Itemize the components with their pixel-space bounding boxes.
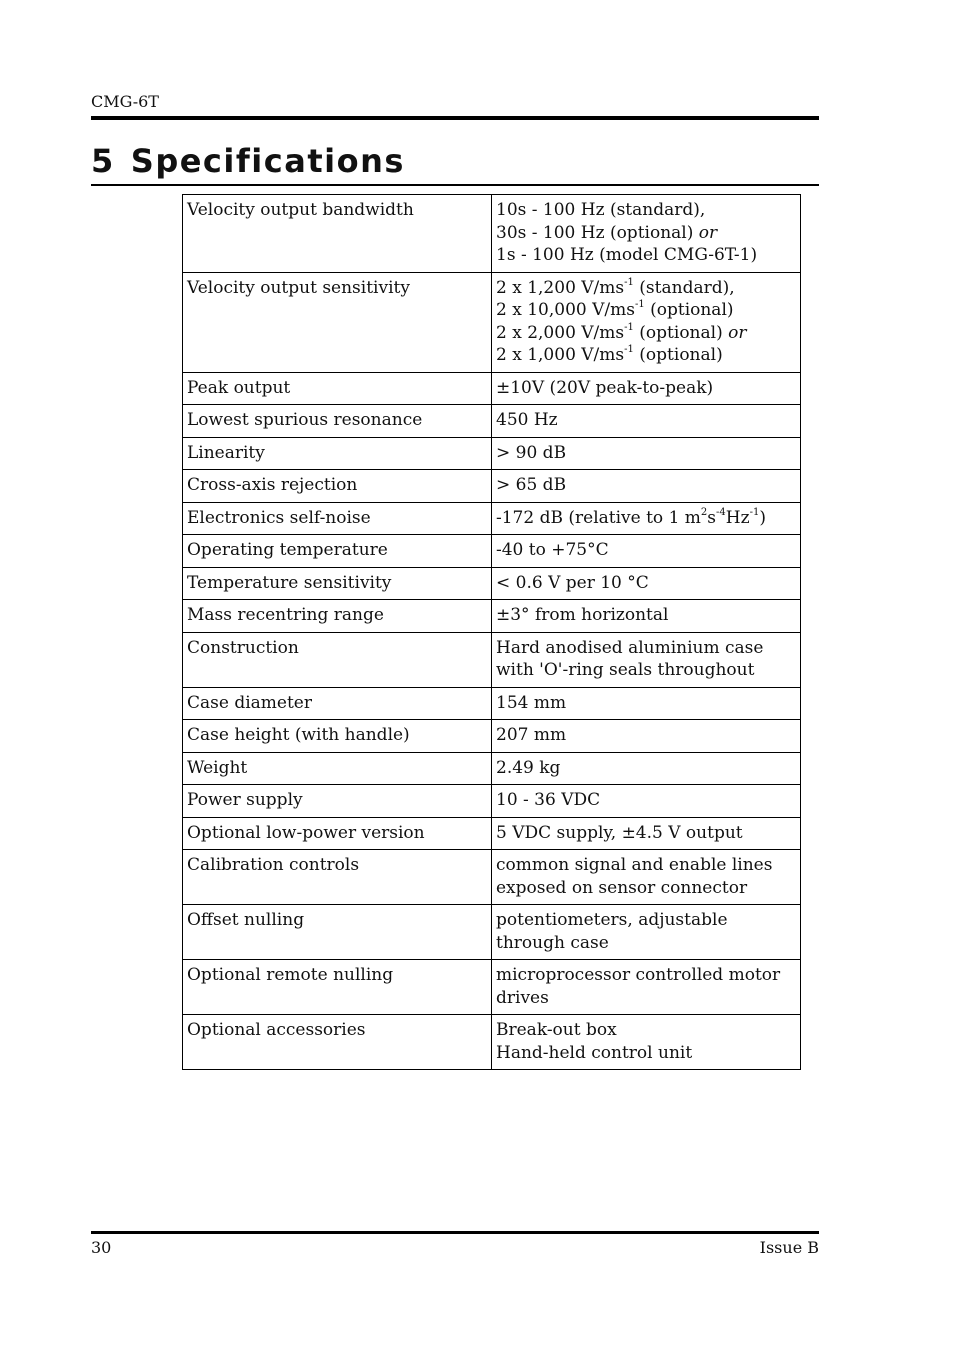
spec-value bbox=[492, 272, 801, 372]
spec-parameter: Peak output bbox=[183, 372, 492, 405]
spec-value bbox=[492, 817, 801, 850]
spec-value-line: common signal and enable lines bbox=[496, 855, 773, 875]
spec-value bbox=[492, 1015, 801, 1070]
spec-value bbox=[492, 437, 801, 470]
spec-value-line: ±3° from horizontal bbox=[496, 605, 669, 625]
spec-value-line: 10 - 36 VDC bbox=[496, 790, 601, 810]
spec-value-line: 154 mm bbox=[496, 692, 567, 713]
spec-parameter: Cross-axis rejection bbox=[183, 470, 492, 503]
spec-value-line: 450 Hz bbox=[496, 410, 558, 430]
section-title: Specifications bbox=[130, 142, 405, 180]
spec-value-line: > 90 dB bbox=[496, 442, 567, 463]
spec-value-line: -172 dB (relative to 1 $m^2s^{-4}Hz^{-1}$) bbox=[496, 506, 766, 528]
spec-row bbox=[183, 720, 801, 753]
spec-value-line: microprocessor controlled motor bbox=[496, 965, 781, 985]
spec-row bbox=[183, 960, 801, 1015]
spec-row bbox=[183, 817, 801, 850]
spec-parameter: Velocity output bandwidth bbox=[183, 195, 492, 273]
spec-parameter: Temperature sensitivity bbox=[183, 567, 492, 600]
spec-parameter: Velocity output sensitivity bbox=[183, 272, 492, 372]
spec-value bbox=[492, 195, 801, 273]
spec-parameter: Power supply bbox=[183, 785, 492, 818]
spec-value bbox=[492, 752, 801, 785]
header-rule bbox=[91, 116, 819, 120]
spec-parameter: Mass recentring range bbox=[183, 600, 492, 633]
spec-parameter: Case diameter bbox=[183, 687, 492, 720]
spec-value-line: Break-out box bbox=[496, 1020, 617, 1040]
spec-value-line: 30s - 100 Hz (optional) or bbox=[496, 222, 718, 243]
spec-value-line: with 'O'-ring seals throughout bbox=[496, 660, 755, 680]
spec-value bbox=[492, 600, 801, 633]
spec-value bbox=[492, 502, 801, 535]
spec-value-line: 2 x 1,000 $V/ms^{-1}$ (optional) bbox=[496, 344, 723, 365]
spec-parameter: Offset nulling bbox=[183, 905, 492, 960]
spec-row bbox=[183, 470, 801, 503]
spec-row bbox=[183, 535, 801, 568]
spec-value-line: through case bbox=[496, 932, 609, 953]
spec-parameter: Linearity bbox=[183, 437, 492, 470]
spec-value bbox=[492, 567, 801, 600]
spec-row bbox=[183, 405, 801, 438]
spec-value bbox=[492, 632, 801, 687]
spec-parameter: Optional remote nulling bbox=[183, 960, 492, 1015]
specifications-table-body bbox=[183, 195, 801, 1070]
spec-value-line: 2.49 kg bbox=[496, 757, 561, 778]
spec-parameter: Optional low-power version bbox=[183, 817, 492, 850]
spec-value-line: 2 x 1,200 $V/ms^{-1}$ (standard), bbox=[496, 276, 735, 298]
spec-value-line: potentiometers, adjustable bbox=[496, 910, 728, 930]
spec-value bbox=[492, 785, 801, 818]
specifications-table bbox=[182, 194, 801, 1070]
spec-row bbox=[183, 632, 801, 687]
spec-value-line: 10s - 100 Hz (standard), bbox=[496, 200, 706, 220]
spec-value bbox=[492, 720, 801, 753]
spec-parameter: Lowest spurious resonance bbox=[183, 405, 492, 438]
spec-value-line: drives bbox=[496, 987, 549, 1008]
heading-rule bbox=[91, 184, 819, 186]
spec-row bbox=[183, 785, 801, 818]
spec-value-line: 207 mm bbox=[496, 725, 567, 745]
spec-parameter: Optional accessories bbox=[183, 1015, 492, 1070]
spec-row bbox=[183, 567, 801, 600]
issue-label: Issue B bbox=[759, 1238, 819, 1257]
spec-parameter: Weight bbox=[183, 752, 492, 785]
page-number: 30 bbox=[91, 1238, 112, 1257]
spec-parameter: Electronics self-noise bbox=[183, 502, 492, 535]
spec-value bbox=[492, 405, 801, 438]
spec-parameter: Calibration controls bbox=[183, 850, 492, 905]
spec-value bbox=[492, 960, 801, 1015]
spec-row bbox=[183, 905, 801, 960]
spec-row bbox=[183, 272, 801, 372]
spec-value-line: 5 VDC supply, ±4.5 V output bbox=[496, 822, 743, 843]
spec-row bbox=[183, 1015, 801, 1070]
spec-value bbox=[492, 535, 801, 568]
spec-value bbox=[492, 850, 801, 905]
spec-parameter: Construction bbox=[183, 632, 492, 687]
spec-value-line: ±10V (20V peak-to-peak) bbox=[496, 377, 714, 398]
footer-rule bbox=[91, 1231, 819, 1234]
spec-row bbox=[183, 372, 801, 405]
running-header: CMG-6T bbox=[91, 92, 159, 111]
spec-row bbox=[183, 195, 801, 273]
spec-value-line: 1s - 100 Hz (model CMG-6T-1) bbox=[496, 245, 758, 265]
section-heading bbox=[91, 142, 405, 180]
spec-parameter: Operating temperature bbox=[183, 535, 492, 568]
spec-row bbox=[183, 437, 801, 470]
spec-value-line: -40 to +75°C bbox=[496, 540, 609, 560]
spec-value-line: exposed on sensor connector bbox=[496, 877, 748, 898]
spec-value-line: Hand-held control unit bbox=[496, 1042, 693, 1063]
spec-value-line: 2 x 2,000 $V/ms^{-1}$ (optional) or bbox=[496, 321, 747, 343]
spec-value-line: < 0.6 V per 10 °C bbox=[496, 572, 649, 593]
spec-value bbox=[492, 372, 801, 405]
spec-value bbox=[492, 905, 801, 960]
section-number: 5 bbox=[91, 142, 115, 180]
spec-parameter: Case height (with handle) bbox=[183, 720, 492, 753]
spec-row bbox=[183, 850, 801, 905]
spec-value-line: > 65 dB bbox=[496, 475, 567, 495]
spec-value bbox=[492, 470, 801, 503]
spec-value-line: Hard anodised aluminium case bbox=[496, 637, 764, 658]
spec-value-line: 2 x 10,000 $V/ms^{-1}$ (optional) bbox=[496, 299, 734, 320]
spec-row bbox=[183, 600, 801, 633]
spec-row bbox=[183, 502, 801, 535]
spec-value bbox=[492, 687, 801, 720]
spec-row bbox=[183, 752, 801, 785]
spec-row bbox=[183, 687, 801, 720]
